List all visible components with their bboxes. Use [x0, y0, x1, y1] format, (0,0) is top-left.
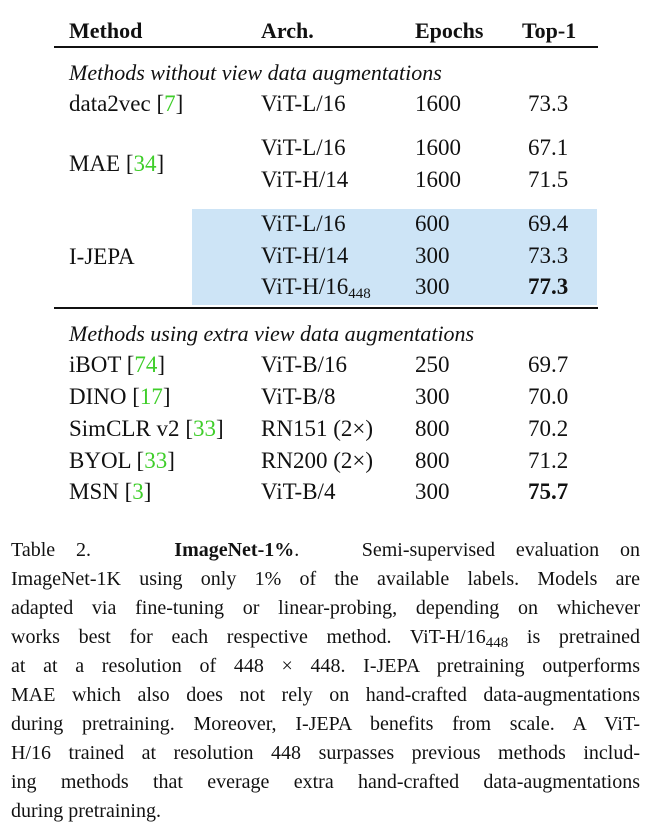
- top1-cell: 69.4: [528, 211, 569, 236]
- method-cell: I-JEPA: [69, 244, 135, 269]
- method-cell: BYOL [33]: [69, 448, 175, 473]
- caption-line: MAE which also does not rely on hand-crafted data-augmentations: [11, 684, 640, 706]
- caption-title: ImageNet-1%: [174, 539, 295, 561]
- method-cell: data2vec [7]: [69, 91, 184, 116]
- top1-cell: 70.2: [528, 416, 569, 441]
- epochs-cell: 600: [415, 211, 450, 236]
- section-title: Methods using extra view data augmentations: [69, 321, 475, 346]
- header-rule: [54, 46, 598, 48]
- epochs-cell: 800: [415, 416, 450, 441]
- arch-cell: ViT-B/4: [261, 479, 336, 504]
- section-title: Methods without view data augmentations: [69, 60, 442, 85]
- method-cell: iBOT [74]: [69, 352, 166, 377]
- header-method: Method: [69, 18, 143, 43]
- header-top1: Top-1: [522, 18, 577, 43]
- arch-cell: RN151 (2×): [261, 416, 373, 441]
- arch-cell: ViT-H/14: [261, 167, 349, 192]
- top1-cell: 69.7: [528, 352, 569, 377]
- caption-line: at at a resolution of 448 × 448. I-JEPA pretraining outperforms: [11, 655, 640, 677]
- epochs-cell: 1600: [415, 135, 461, 160]
- method-cell: DINO [17]: [69, 384, 171, 409]
- top1-cell: 70.0: [528, 384, 569, 409]
- caption-line: H/16 trained at resolution 448 surpasses previous methods includ-: [11, 742, 640, 764]
- caption-line: works best for each respective method. ViT-$H/16_{448}$ is pretrained: [11, 626, 640, 651]
- table-caption: [11, 536, 640, 826]
- citation-link[interactable]: 74: [134, 352, 158, 377]
- arch-cell: ViT-L/16: [261, 135, 346, 160]
- top1-cell: 71.5: [528, 167, 569, 192]
- caption-line: ing methods that everage extra hand-crafted data-augmentations: [11, 771, 640, 793]
- caption-line: during pretraining.: [11, 800, 161, 822]
- caption-label: Table 2.: [11, 539, 91, 561]
- caption-line: adapted via fine-tuning or linear-probing, depending on whichever: [11, 597, 640, 619]
- arch-cell: ViT-H/14: [261, 243, 349, 268]
- arch-cell: ViT-B/16: [261, 352, 347, 377]
- citation-link[interactable]: 7: [164, 91, 176, 116]
- epochs-cell: 250: [415, 352, 450, 377]
- header-arch: Arch.: [261, 18, 314, 43]
- section-rule: [54, 307, 598, 309]
- arch-cell: ViT-$H/16_{448}$: [261, 274, 371, 302]
- citation-link[interactable]: 3: [132, 479, 144, 504]
- arch-cell: ViT-B/8: [261, 384, 336, 409]
- citation-link[interactable]: 33: [192, 416, 216, 441]
- epochs-cell: 300: [415, 274, 450, 299]
- epochs-cell: 300: [415, 384, 450, 409]
- method-cell: MAE [34]: [69, 151, 165, 176]
- top1-cell-best: 75.7: [528, 479, 569, 504]
- citation-link[interactable]: 34: [133, 151, 157, 176]
- epochs-cell: 300: [415, 243, 450, 268]
- arch-cell: ViT-L/16: [261, 91, 346, 116]
- caption-line: during pretraining. Moreover, I-JEPA benefits from scale. A ViT-: [11, 713, 640, 735]
- top1-cell: 71.2: [528, 448, 569, 473]
- epochs-cell: 1600: [415, 167, 461, 192]
- citation-link[interactable]: 17: [139, 384, 163, 409]
- caption-line: ImageNet-1K using only 1% of the available labels. Models are: [11, 568, 640, 590]
- method-cell: SimCLR v2 [33]: [69, 416, 224, 441]
- method-cell: MSN [3]: [69, 479, 152, 504]
- epochs-cell: 800: [415, 448, 450, 473]
- top1-cell: 73.3: [528, 91, 569, 116]
- citation-link[interactable]: 33: [144, 448, 168, 473]
- arch-cell: RN200 (2×): [261, 448, 373, 473]
- top1-cell-best: 77.3: [528, 274, 569, 299]
- caption-line: Table 2. ImageNet-1%. Semi-supervised evaluation on: [11, 539, 640, 561]
- top1-cell: 73.3: [528, 243, 569, 268]
- epochs-cell: 1600: [415, 91, 461, 116]
- header-epochs: Epochs: [415, 18, 484, 43]
- top1-cell: 67.1: [528, 135, 569, 160]
- epochs-cell: 300: [415, 479, 450, 504]
- arch-cell: ViT-L/16: [261, 211, 346, 236]
